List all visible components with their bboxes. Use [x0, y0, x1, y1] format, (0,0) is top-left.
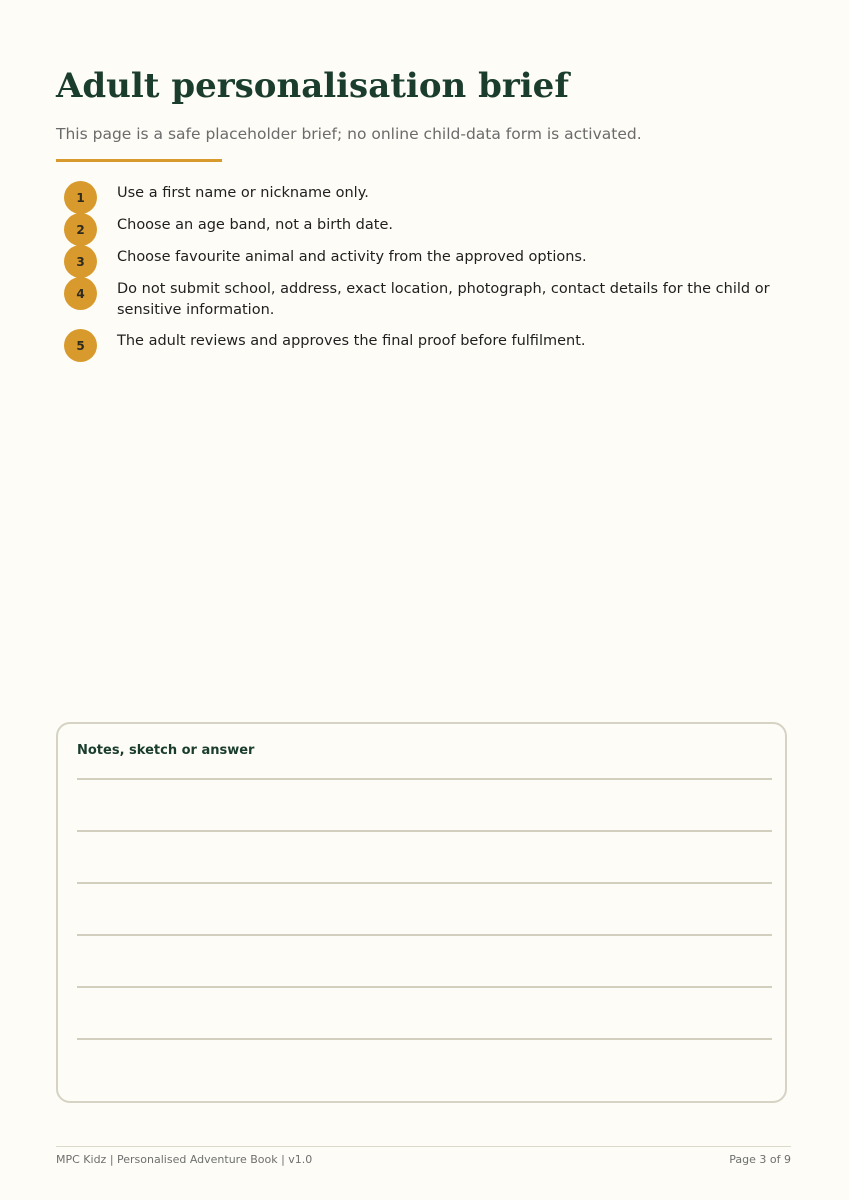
step-number-badge: 3: [64, 245, 97, 278]
page-title: Adult personalisation brief: [56, 66, 569, 106]
step-text: Choose an age band, not a birth date.: [117, 217, 393, 233]
step-item: [64, 181, 784, 213]
step-item: [64, 213, 784, 245]
page-subtitle: This page is a safe placeholder brief; no online child-data form is activated.: [56, 125, 642, 143]
step-text: Do not submit school, address, exact location, photograph, contact details for the child or sensitive information.: [117, 281, 770, 318]
step-item: [64, 245, 784, 277]
notes-label: Notes, sketch or answer: [77, 743, 255, 758]
writing-line: [77, 882, 772, 884]
footer-page-number: Page 3 of 9: [729, 1153, 791, 1166]
step-text: Use a first name or nickname only.: [117, 185, 369, 201]
step-number-badge: 1: [64, 181, 97, 214]
writing-line: [77, 830, 772, 832]
footer-divider: [56, 1146, 791, 1147]
writing-line: [77, 778, 772, 780]
step-number-badge: 2: [64, 213, 97, 246]
step-item: [64, 277, 784, 329]
footer-document-info: MPC Kidz | Personalised Adventure Book | v1.0: [56, 1153, 313, 1166]
writing-line: [77, 934, 772, 936]
accent-divider: [56, 159, 222, 162]
step-text: Choose favourite animal and activity from the approved options.: [117, 249, 587, 265]
notes-box[interactable]: [56, 722, 787, 1103]
step-item: [64, 329, 784, 362]
writing-line: [77, 1038, 772, 1040]
step-number-badge: 4: [64, 277, 97, 310]
step-text: The adult reviews and approves the final proof before fulfilment.: [117, 333, 586, 349]
writing-line: [77, 986, 772, 988]
step-number-badge: 5: [64, 329, 97, 362]
steps-list: [64, 181, 784, 362]
